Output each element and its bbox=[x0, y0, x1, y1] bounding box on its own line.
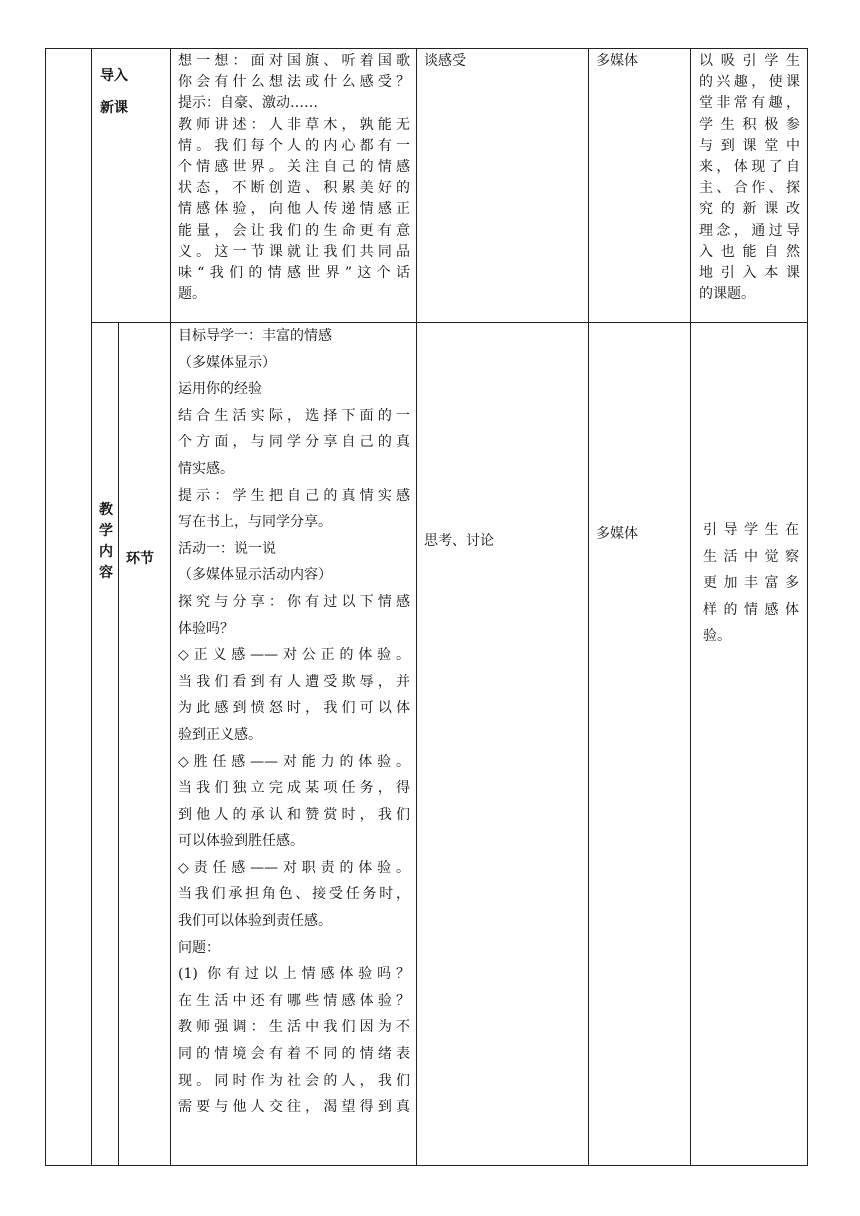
text-line: 问题： bbox=[178, 939, 220, 956]
text-line: （多媒体显示活动内容） bbox=[178, 567, 332, 584]
text-line: 理念，通过导 bbox=[699, 222, 800, 239]
row-label-line: 导入 bbox=[100, 68, 128, 84]
student-activity: 谈感受 bbox=[424, 53, 466, 69]
row-label-char: 教 bbox=[99, 502, 113, 518]
sub-label-stage: 环节 bbox=[126, 551, 154, 567]
text-line: 入也能自然 bbox=[699, 243, 800, 260]
text-line: 验。 bbox=[703, 628, 731, 645]
text-line: 目标导学一：丰富的情感 bbox=[178, 328, 332, 344]
text-line: ◇正义感——对公正的体验。 bbox=[178, 647, 410, 664]
text-line: 需要与他人交往，渴望得到真 bbox=[178, 1099, 410, 1116]
text-line: 样的情感体 bbox=[703, 601, 799, 618]
text-line: 与到课堂中 bbox=[699, 137, 800, 154]
text-line: 可以体验到胜任感。 bbox=[178, 833, 304, 850]
media-cell: 多媒体 bbox=[596, 53, 638, 69]
text-line: 你会有什么想法或什么感受？ bbox=[178, 74, 410, 91]
text-line: 生活中觉察 bbox=[703, 548, 799, 565]
content-cell bbox=[178, 51, 410, 305]
row-label-char: 学 bbox=[99, 523, 113, 539]
lesson-plan-table bbox=[45, 48, 808, 1166]
text-line: 堂非常有趣， bbox=[699, 95, 800, 112]
text-line: 在生活中还有哪些情感体验？ bbox=[178, 992, 410, 1009]
text-line: ◇胜任感——对能力的体验。 bbox=[178, 753, 410, 770]
text-line: 当我们独立完成某项任务，得 bbox=[178, 780, 410, 797]
text-line: 主、合作、探 bbox=[699, 180, 800, 197]
text-line: 同的情境会有着不同的情绪表 bbox=[178, 1046, 410, 1063]
text-line: 提示：学生把自己的真情实感 bbox=[178, 487, 410, 504]
row-label-char: 容 bbox=[99, 565, 113, 581]
intent-cell bbox=[699, 51, 800, 305]
text-line: 个方面，与同学分享自己的真 bbox=[178, 434, 410, 451]
text-line: 提示：自豪、激动…… bbox=[178, 95, 318, 112]
text-line: 体验吗？ bbox=[178, 620, 234, 637]
grid-line bbox=[118, 322, 119, 1166]
text-line: 当我们看到有人遭受欺辱，并 bbox=[178, 673, 410, 690]
text-line: 活动一：说一说 bbox=[178, 540, 276, 557]
row-label-line: 新课 bbox=[100, 100, 128, 116]
text-line: 的课题。 bbox=[699, 286, 755, 303]
text-line: 能量，会让我们的生命更有意 bbox=[178, 222, 410, 239]
text-line: 义。这一节课就让我们共同品 bbox=[178, 243, 410, 260]
grid-line bbox=[690, 48, 691, 1166]
row-label-char: 内 bbox=[99, 544, 113, 560]
text-line: 我们可以体验到责任感。 bbox=[178, 913, 332, 930]
text-line: 为此感到愤怒时，我们可以体 bbox=[178, 700, 410, 717]
text-line: 题。 bbox=[178, 286, 206, 303]
text-line: 地引入本课 bbox=[699, 265, 800, 282]
text-line: 运用你的经验 bbox=[178, 381, 262, 398]
text-line: 验到正义感。 bbox=[178, 726, 262, 743]
grid-line bbox=[170, 48, 171, 1166]
text-line: 的兴趣，使课 bbox=[699, 74, 800, 91]
text-line: 状态，不断创造、积累美好的 bbox=[178, 180, 410, 197]
media-cell: 多媒体 bbox=[596, 526, 638, 542]
row-label-intro bbox=[100, 60, 128, 124]
text-line: 学生积极参 bbox=[699, 116, 800, 133]
text-line: 结合生活实际，选择下面的一 bbox=[178, 407, 410, 424]
text-line: 来，体现了自 bbox=[699, 159, 800, 176]
text-line: 探究与分享：你有过以下情感 bbox=[178, 593, 410, 610]
grid-line bbox=[588, 48, 589, 1166]
text-line: （多媒体显示） bbox=[178, 354, 276, 371]
text-line: 教师讲述：人非草木，孰能无 bbox=[178, 116, 410, 133]
text-line: (1) 你有过以上情感体验吗？ bbox=[178, 966, 410, 983]
intent-cell bbox=[703, 517, 799, 650]
text-line: 教师强调：生活中我们因为不 bbox=[178, 1019, 410, 1036]
text-line: 味“我们的情感世界”这个话 bbox=[178, 265, 410, 282]
grid-line bbox=[416, 48, 417, 1166]
text-line: 引导学生在 bbox=[703, 522, 799, 538]
row-label-teaching-content bbox=[96, 500, 116, 584]
text-line: 情实感。 bbox=[178, 460, 234, 477]
text-line: ◇责任感——对职责的体验。 bbox=[178, 859, 410, 876]
text-line: 当我们承担角色、接受任务时， bbox=[178, 886, 410, 903]
text-line: 到他人的承认和赞赏时，我们 bbox=[178, 806, 410, 823]
text-line: 情感体验，向他人传递情感正 bbox=[178, 201, 410, 218]
text-line: 以吸引学生 bbox=[699, 53, 800, 69]
text-line: 究的新课改 bbox=[699, 201, 800, 218]
text-line: 想一想：面对国旗、听着国歌 bbox=[178, 53, 410, 69]
grid-line bbox=[91, 48, 92, 1166]
text-line: 情。我们每个人的内心都有一 bbox=[178, 137, 410, 154]
text-line: 个情感世界。关注自己的情感 bbox=[178, 159, 410, 176]
text-line: 现。同时作为社会的人，我们 bbox=[178, 1072, 410, 1089]
content-cell bbox=[178, 323, 410, 1121]
text-line: 写在书上，与同学分享。 bbox=[178, 514, 332, 531]
text-line: 更加丰富多 bbox=[703, 575, 799, 592]
student-activity: 思考、讨论 bbox=[424, 533, 494, 549]
